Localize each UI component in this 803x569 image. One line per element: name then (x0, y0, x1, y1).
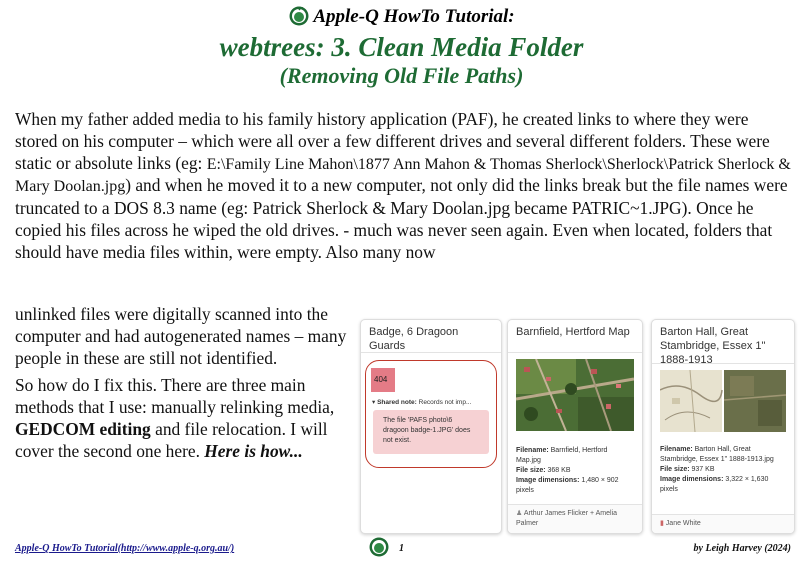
filename-label: Filename: (660, 446, 693, 453)
media-card-badge[interactable] (360, 319, 502, 534)
page-header (0, 6, 803, 89)
unlinked-files-paragraph: unlinked files were digitally scanned into the computer and had autogenerated names – many people in these are still not identified. (15, 304, 347, 368)
linked-individuals[interactable] (652, 514, 794, 533)
linked-individuals-text[interactable]: Jane White (665, 520, 701, 527)
intro-text-a: When my father added media to his family history application (PAF), he created links to where they were stored on his computer – which were all over a few different drives and several different folders. These were static or absolute links (eg: (15, 109, 770, 173)
media-card-title[interactable]: Barnfield, Hertford Map (508, 320, 642, 353)
filename-label: Filename: (516, 447, 549, 454)
methods-paragraph (15, 375, 360, 462)
chevron-down-icon: ▾ (372, 399, 378, 406)
person-icon: ♟ (516, 510, 524, 517)
file-size-value: 937 KB (689, 466, 715, 473)
filename-value: Barnfield, Hertford Map.jpg (516, 447, 608, 464)
media-card-title[interactable]: Barton Hall, Great Stambridge, Essex 1" 1888-1913 (652, 320, 794, 364)
historic-map-image (660, 370, 786, 432)
kicker-text: Apple-Q HowTo Tutorial: (313, 6, 515, 27)
methods-text-a: So how do I fix this. There are three main methods that I use: manually relinking media, (15, 375, 335, 418)
dimensions-label: Image dimensions: (516, 477, 580, 484)
footer-logo-icon (368, 537, 390, 562)
media-card-barton-hall[interactable] (651, 319, 795, 534)
missing-file-panel (365, 360, 497, 468)
file-missing-alert: The file 'PAFS photo\6 dragoon badge-1.JPG' does not exist. (373, 410, 489, 454)
shared-note-row[interactable] (372, 398, 471, 406)
page-title: webtrees: 3. Clean Media Folder (219, 32, 584, 62)
file-size-label: File size: (516, 467, 546, 474)
gedcom-editing-emphasis: GEDCOM editing (15, 418, 151, 439)
dimensions-value: 1,480 × 902 pixels (516, 477, 619, 494)
aerial-map-image (516, 359, 634, 431)
error-404-badge: 404 (371, 368, 395, 392)
footer-author: by Leigh Harvey (2024) (693, 543, 791, 554)
apple-q-logo-icon (288, 6, 310, 32)
shared-note-text: Records not imp... (416, 399, 472, 406)
intro-paragraph (15, 109, 795, 264)
dimensions-label: Image dimensions: (660, 476, 724, 483)
page-number: 1 (399, 543, 404, 554)
linked-individuals[interactable] (508, 504, 642, 533)
media-details (652, 442, 794, 498)
media-thumbnail[interactable] (660, 370, 786, 432)
file-size-label: File size: (660, 466, 690, 473)
page-subtitle: (Removing Old File Paths) (279, 63, 524, 88)
filename-value: Barton Hall, Great Stambridge, Essex 1" 1888-1913.jpg (660, 446, 774, 463)
media-thumbnail[interactable] (516, 359, 634, 431)
dimensions-value: 3,322 × 1,630 pixels (660, 476, 769, 493)
media-card-title[interactable]: Badge, 6 Dragoon Guards (361, 320, 501, 353)
intro-text-b: ) and when he moved it to a new computer, not only did the links break but the file names were truncated to a DOS 8.3 name (eg: Patrick Sherlock & Mary Doolan.jpg became PATRIC~1.JPG). Once he copied his files across he wiped the old drives. - much was never seen again. Even when located, folders that should have media files within, were empty. Also many now (15, 175, 788, 262)
left-column (15, 304, 360, 463)
person-icon: ▮ (660, 520, 666, 527)
media-card-barnfield[interactable] (507, 319, 643, 534)
methods-text-b: and file relocation. I will cover the second one here. (15, 418, 328, 461)
media-details (508, 443, 642, 499)
tutorial-kicker (0, 6, 803, 32)
linked-individuals-text[interactable]: Arthur James Flicker + Amelia Palmer (516, 510, 618, 527)
footer-credit-link[interactable]: Apple-Q HowTo Tutorial(http://www.apple-q.org.au/) (15, 543, 235, 554)
file-size-value: 368 KB (545, 467, 571, 474)
example-file-path: E:\Family Line Mahon\1877 Ann Mahon & Thomas Sherlock\Sherlock\Patrick Sherlock & Mary Doolan.jpg (15, 155, 791, 196)
here-is-how-emphasis: Here is how... (204, 440, 303, 461)
shared-note-label: Shared note: (377, 399, 417, 406)
